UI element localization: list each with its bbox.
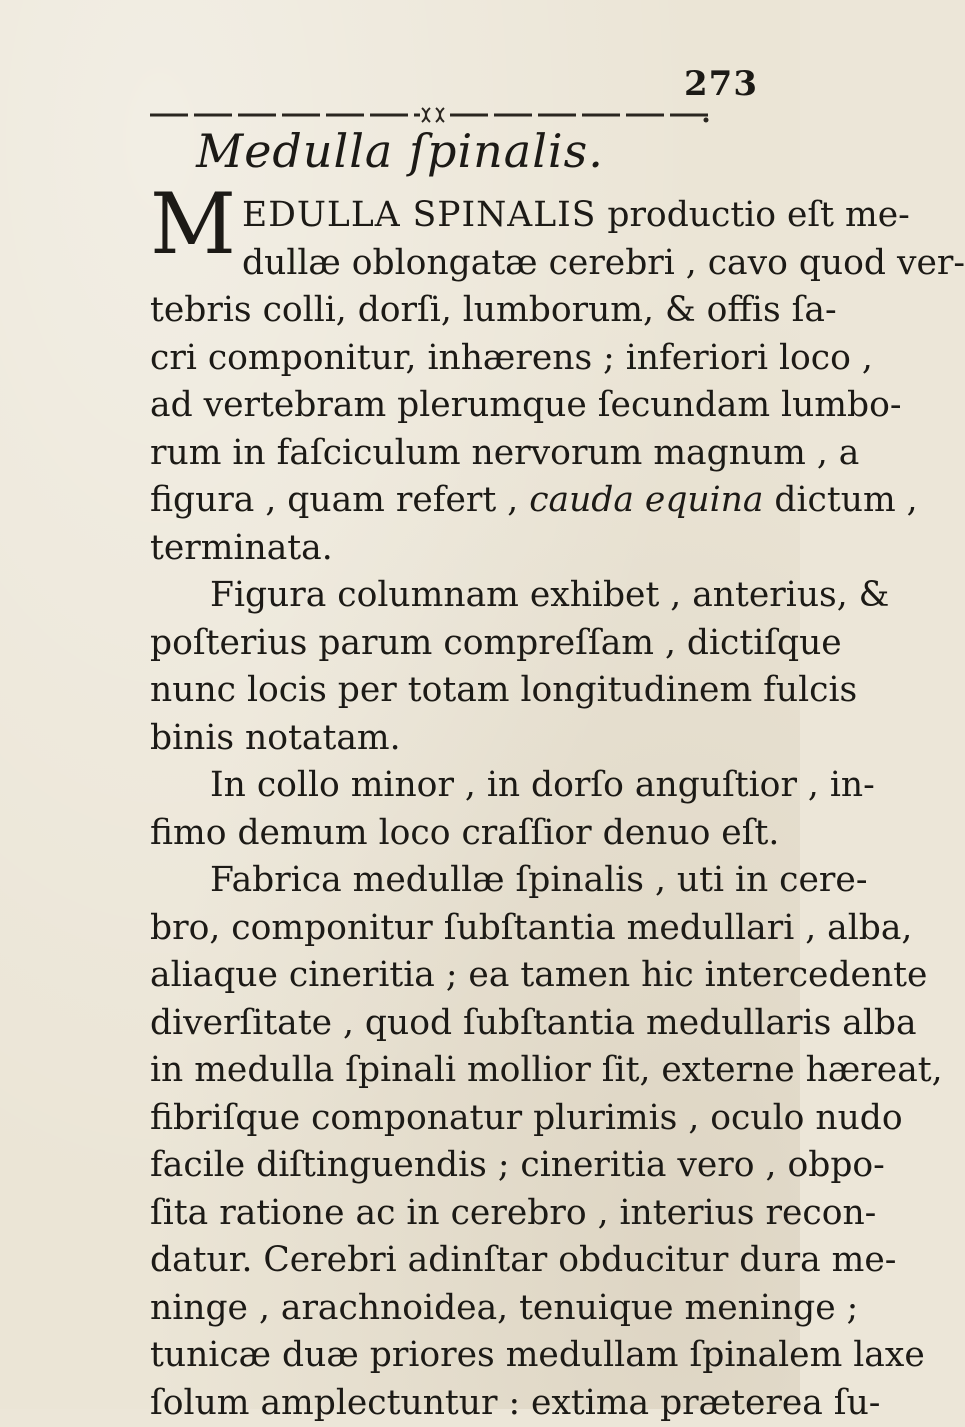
line-text: productio eſt me- (596, 195, 909, 235)
text-line: aliaque cineritia ; ea tamen hic intercedente (150, 952, 730, 1000)
text-line: Figura columnam exhibet , anterius, & (150, 572, 730, 620)
text-line: tunicæ duæ priores medullam ſpinalem laxe (150, 1332, 730, 1380)
text-line: facile diſtinguendis ; cineritia vero , obpo- (150, 1142, 730, 1190)
paragraph-2 (150, 572, 730, 762)
text-line: diverſitate , quod ſubſtantia medullaris alba (150, 1000, 730, 1048)
paragraph-4 (150, 857, 730, 1427)
paragraph-3 (150, 762, 730, 857)
line-text: dictum , (763, 480, 917, 520)
text-line: nunc locis per totam longitudinem fulcis (150, 667, 730, 715)
line-text: figura , quam refert , (150, 480, 529, 520)
text-line: tebris colli, dorſi, lumborum, & offis ſa- (150, 287, 730, 335)
body-text (150, 192, 730, 1427)
text-line: poſterius parum compreſſam , dictiſque (150, 620, 730, 668)
text-line (150, 192, 730, 240)
text-line: rum in faſciculum nervorum magnum , a (150, 430, 730, 478)
text-line: Fabrica medullæ ſpinalis , uti in cere- (150, 857, 730, 905)
text-line: fibriſque componatur plurimis , oculo nudo (150, 1095, 730, 1143)
text-line: ſita ratione ac in cerebro , interius recon- (150, 1190, 730, 1238)
text-line: ad vertebram plerumque ſecundam lumbo- (150, 382, 730, 430)
text-line: cri componitur, inhærens ; inferiori loco , (150, 335, 730, 383)
text-line: terminata. (150, 525, 730, 573)
lead-smallcaps: EDULLA SPINALIS (242, 195, 596, 235)
text-line: dullæ oblongatæ cerebri , cavo quod ver- (150, 240, 730, 288)
text-line: fimo demum loco craſſior denuo eſt. (150, 810, 730, 858)
paragraph-1 (150, 192, 730, 572)
drop-initial: M (150, 194, 236, 254)
text-line: datur. Cerebri adinſtar obducitur dura me- (150, 1237, 730, 1285)
text-line: bro, componitur ſubſtantia medullari , alba, (150, 905, 730, 953)
page-number: 273 (684, 64, 758, 104)
text-line: ninge , arachnoidea, tenuique meninge ; (150, 1285, 730, 1333)
header-rule-ornament (150, 104, 710, 126)
text-line: binis notatam. (150, 715, 730, 763)
text-line: In collo minor , in dorſo anguſtior , in- (150, 762, 730, 810)
text-line (150, 477, 730, 525)
running-title: Medulla ſpinalis. (0, 124, 800, 178)
italic-term: cauda equina (529, 480, 763, 520)
text-line: in medulla ſpinali mollior ſit, externe hæreat, (150, 1047, 730, 1095)
text-line: ſolum amplectuntur : extima præterea ſu- (150, 1380, 730, 1427)
